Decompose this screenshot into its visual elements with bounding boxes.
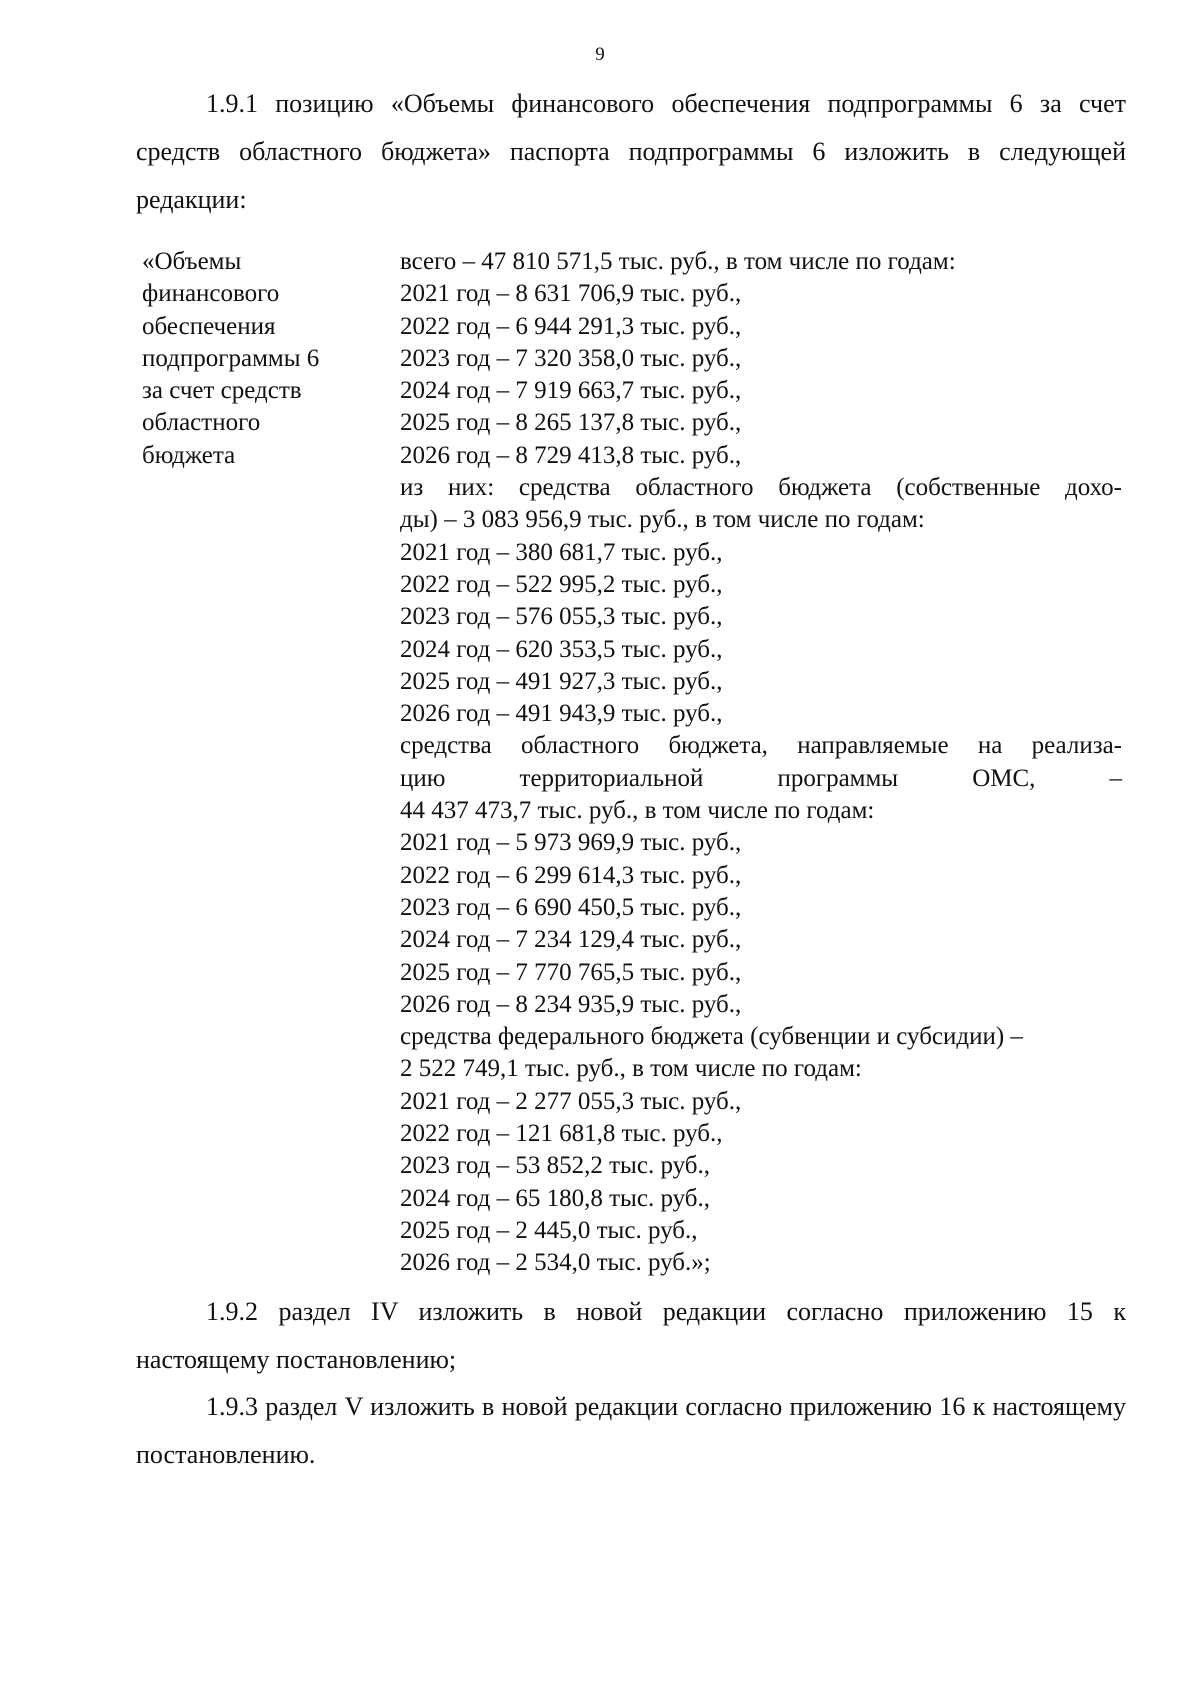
funding-line: 2026 год – 8 729 413,8 тыс. руб., — [400, 441, 742, 469]
funding-line: из них: средства областного бюджета (собственные дохо- — [400, 474, 1122, 502]
intro-text: 1.9.1 позицию «Объемы финансового обеспечения подпрограммы 6 за счет средств областного бюджета» паспорта подпрограммы 6 изложить в следующей редакции: — [136, 89, 1126, 214]
funding-line: всего – 47 810 571,5 тыс. руб., в том числе по годам: — [400, 248, 956, 275]
passport-label-line: «Объемы — [142, 248, 242, 275]
funding-line: 2022 год – 6 299 614,3 тыс. руб., — [400, 861, 742, 889]
section-iv-text: 1.9.2 раздел IV изложить в новой редакции согласно приложению 15 к настоящему постановлению; — [136, 1297, 1126, 1374]
funding-line: цию территориальной программы ОМС, – — [400, 764, 1122, 792]
passport-label-line: обеспечения — [142, 312, 276, 340]
funding-line: 2025 год – 2 445,0 тыс. руб., — [400, 1216, 698, 1244]
funding-line: средства федерального бюджета (субвенции и субсидии) – — [400, 1023, 1023, 1051]
page-number: 9 — [595, 44, 605, 65]
funding-line: 2026 год – 8 234 935,9 тыс. руб., — [400, 990, 742, 1018]
intro-paragraph — [136, 80, 1126, 224]
funding-line: 2025 год – 7 770 765,5 тыс. руб., — [400, 958, 742, 986]
funding-line: 2023 год – 7 320 358,0 тыс. руб., — [400, 344, 742, 372]
funding-line: 2023 год – 576 055,3 тыс. руб., — [400, 603, 723, 631]
funding-line: 2 522 749,1 тыс. руб., в том числе по годам: — [400, 1055, 862, 1083]
funding-line: 2022 год – 6 944 291,3 тыс. руб., — [400, 312, 742, 340]
section-v-paragraph — [136, 1383, 1126, 1479]
funding-line: 2022 год – 522 995,2 тыс. руб., — [400, 570, 723, 598]
funding-line: ды) – 3 083 956,9 тыс. руб., в том числе по годам: — [400, 506, 925, 534]
funding-line: 2024 год – 620 353,5 тыс. руб., — [400, 635, 723, 663]
passport-label-line: подпрограммы 6 — [142, 344, 320, 372]
funding-line: 2021 год – 380 681,7 тыс. руб., — [400, 538, 723, 566]
passport-label-line: за счет средств — [142, 377, 302, 405]
funding-line: 2021 год – 8 631 706,9 тыс. руб., — [400, 280, 742, 308]
funding-line: 2026 год – 491 943,9 тыс. руб., — [400, 700, 723, 728]
funding-line: средства областного бюджета, направляемые на реализа- — [400, 732, 1122, 760]
funding-line: 2025 год – 491 927,3 тыс. руб., — [400, 667, 723, 695]
funding-line: 2024 год – 7 234 129,4 тыс. руб., — [400, 926, 742, 954]
passport-label — [142, 246, 382, 472]
funding-line: 2026 год – 2 534,0 тыс. руб.»; — [400, 1249, 711, 1277]
funding-line: 2021 год – 5 973 969,9 тыс. руб., — [400, 829, 742, 857]
passport-label-line: бюджета — [142, 441, 236, 469]
funding-line: 2023 год – 53 852,2 тыс. руб., — [400, 1152, 711, 1180]
passport-label-line: областного — [142, 409, 261, 437]
funding-line: 2024 год – 7 919 663,7 тыс. руб., — [400, 377, 742, 405]
passport-funding-details — [400, 246, 1122, 1280]
section-iv-paragraph — [136, 1288, 1126, 1384]
section-v-text: 1.9.3 раздел V изложить в новой редакции согласно приложению 16 к настоящему постановлению. — [136, 1392, 1126, 1469]
passport-label-line: финансового — [142, 280, 280, 308]
funding-line: 2025 год – 8 265 137,8 тыс. руб., — [400, 409, 742, 437]
funding-line: 44 437 473,7 тыс. руб., в том числе по годам: — [400, 797, 875, 825]
passport-funding-block — [142, 246, 1132, 1276]
funding-line: 2022 год – 121 681,8 тыс. руб., — [400, 1120, 723, 1148]
funding-line: 2023 год – 6 690 450,5 тыс. руб., — [400, 893, 742, 921]
funding-line: 2021 год – 2 277 055,3 тыс. руб., — [400, 1087, 742, 1115]
funding-line: 2024 год – 65 180,8 тыс. руб., — [400, 1184, 711, 1212]
